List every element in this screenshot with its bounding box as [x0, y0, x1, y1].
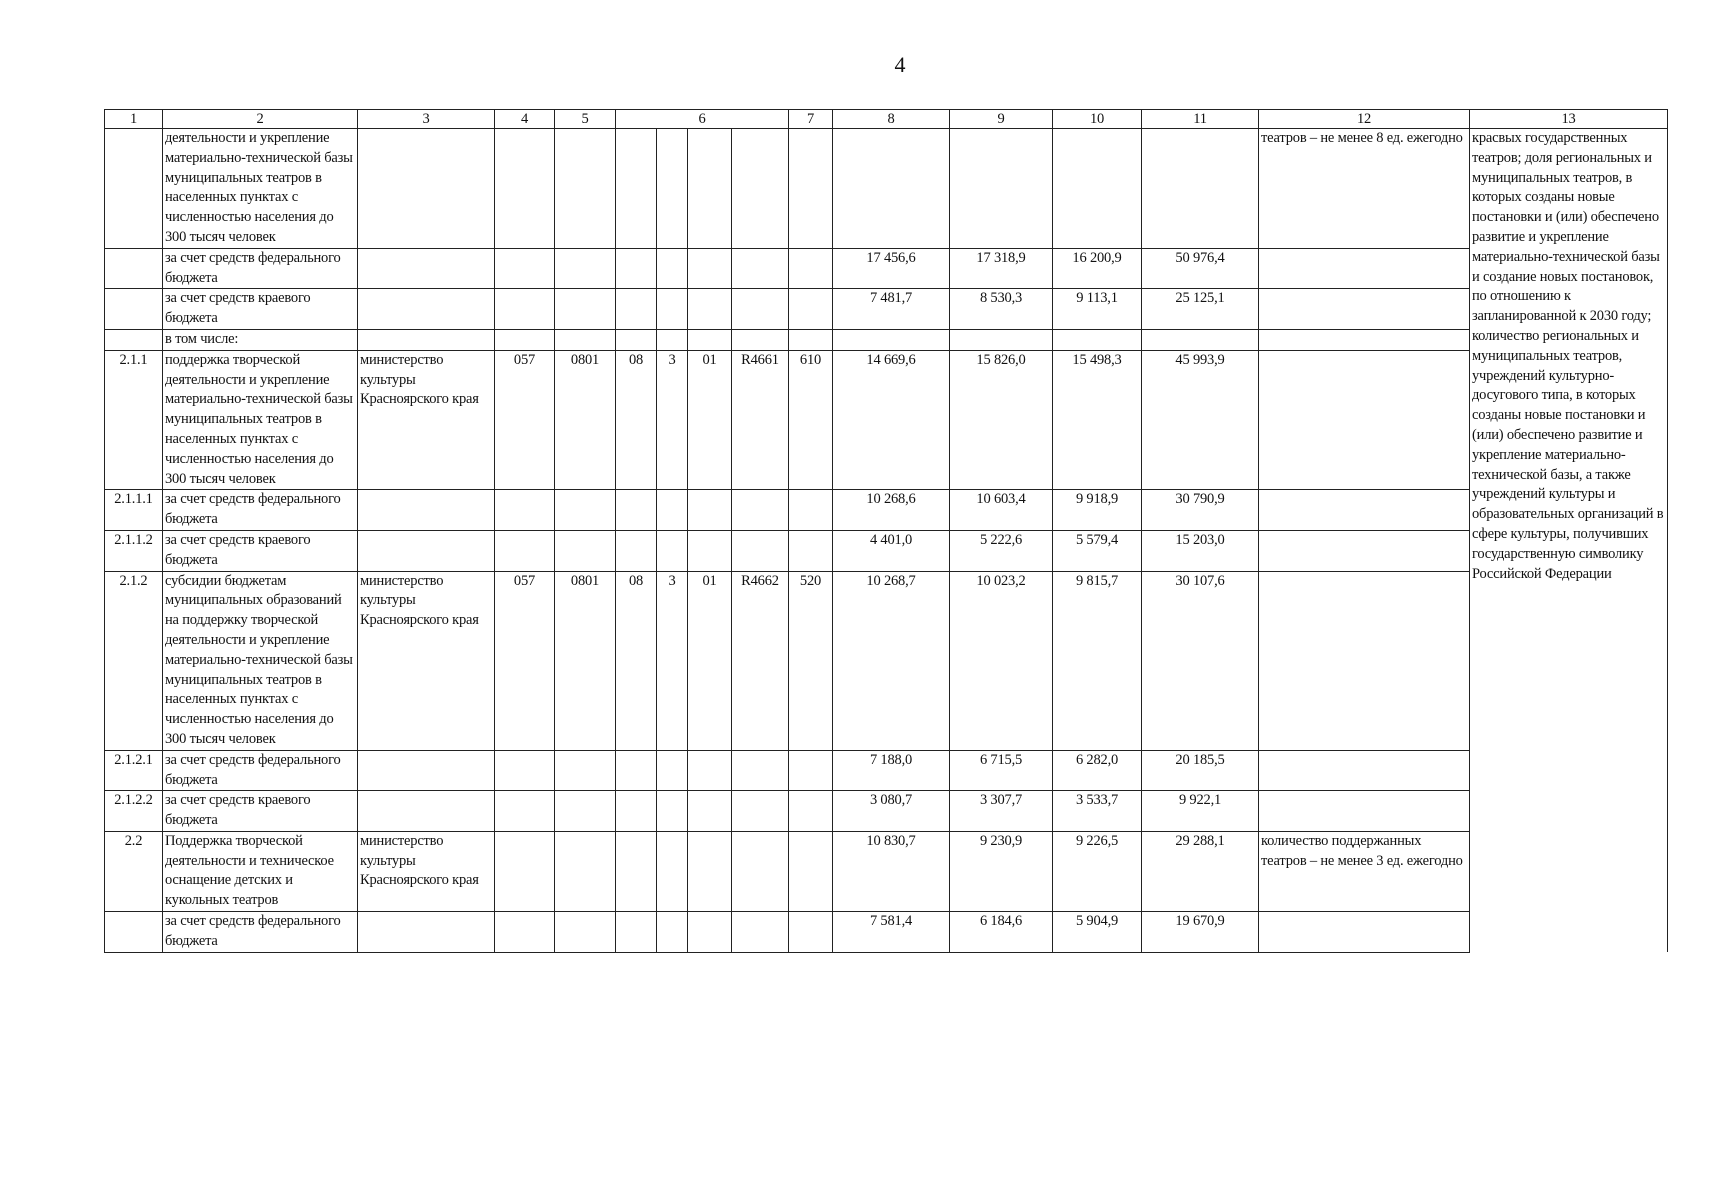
code-grbs-cell: 057	[495, 571, 555, 750]
code-csr-part-cell: 01	[688, 571, 732, 750]
code-grbs-cell: 057	[495, 350, 555, 490]
amount-total-cell: 19 670,9	[1142, 912, 1259, 953]
code-csr-part-cell	[732, 791, 789, 832]
amount-total-cell: 25 125,1	[1142, 289, 1259, 330]
code-csr-part-cell	[616, 329, 657, 350]
amount-year1-cell: 4 401,0	[833, 530, 950, 571]
row-number-cell	[105, 912, 163, 953]
code-csr-part-cell	[688, 831, 732, 911]
code-vr-cell	[789, 750, 833, 791]
code-csr-part-cell	[657, 248, 688, 289]
header-cell: 8	[833, 110, 950, 129]
amount-year1-cell: 17 456,6	[833, 248, 950, 289]
code-csr-part-cell	[657, 831, 688, 911]
row-number-cell: 2.1.1.2	[105, 530, 163, 571]
amount-year1-cell: 10 830,7	[833, 831, 950, 911]
item-name-cell: Поддержка творческой деятельности и техническое оснащение детских и кукольных театров	[163, 831, 358, 911]
amount-total-cell: 20 185,5	[1142, 750, 1259, 791]
code-csr-part-cell: 3	[657, 350, 688, 490]
table-row	[105, 329, 1668, 350]
header-cell: 5	[555, 110, 616, 129]
code-csr-part-cell	[657, 530, 688, 571]
amount-year1-cell: 10 268,7	[833, 571, 950, 750]
amount-total-cell: 30 790,9	[1142, 490, 1259, 531]
amount-total-cell: 9 922,1	[1142, 791, 1259, 832]
amount-year2-cell: 15 826,0	[950, 350, 1053, 490]
amount-total-cell: 29 288,1	[1142, 831, 1259, 911]
expected-result-cell	[1259, 248, 1470, 289]
item-name-cell: за счет средств федерального бюджета	[163, 750, 358, 791]
item-name-cell: за счет средств краевого бюджета	[163, 791, 358, 832]
amount-year2-cell: 10 023,2	[950, 571, 1053, 750]
expected-result-cell	[1259, 791, 1470, 832]
row-number-cell: 2.1.2	[105, 571, 163, 750]
expected-result-cell	[1259, 530, 1470, 571]
code-csr-part-cell	[657, 750, 688, 791]
row-number-cell: 2.1.2.1	[105, 750, 163, 791]
amount-year1-cell: 7 481,7	[833, 289, 950, 330]
amount-year3-cell: 5 579,4	[1053, 530, 1142, 571]
code-rzpr-cell	[555, 831, 616, 911]
code-csr-part-cell	[616, 791, 657, 832]
code-csr-part-cell	[732, 912, 789, 953]
responsible-org-cell	[358, 289, 495, 330]
amount-total-cell	[1142, 129, 1259, 249]
code-rzpr-cell	[555, 791, 616, 832]
code-rzpr-cell	[555, 248, 616, 289]
expected-result-cell	[1259, 490, 1470, 531]
responsible-org-cell	[358, 129, 495, 249]
code-csr-part-cell: 08	[616, 571, 657, 750]
header-cell: 10	[1053, 110, 1142, 129]
code-csr-part-cell	[616, 289, 657, 330]
amount-year1-cell	[833, 329, 950, 350]
expected-result-cell	[1259, 350, 1470, 490]
code-rzpr-cell	[555, 530, 616, 571]
code-grbs-cell	[495, 831, 555, 911]
expected-result-cell: театров – не менее 8 ед. ежегодно	[1259, 129, 1470, 249]
code-csr-part-cell: 08	[616, 350, 657, 490]
responsible-org-cell	[358, 750, 495, 791]
responsible-org-cell	[358, 248, 495, 289]
row-number-cell	[105, 248, 163, 289]
amount-year3-cell: 5 904,9	[1053, 912, 1142, 953]
amount-year3-cell	[1053, 329, 1142, 350]
code-csr-part-cell	[688, 490, 732, 531]
row-number-cell	[105, 129, 163, 249]
page-number: 4	[894, 52, 906, 77]
code-rzpr-cell	[555, 329, 616, 350]
code-csr-part-cell	[616, 750, 657, 791]
code-csr-part-cell	[732, 329, 789, 350]
code-rzpr-cell	[555, 912, 616, 953]
item-name-cell: субсидии бюджетам муниципальных образований на поддержку творческой деятельности и укрепление материально-технической базы муниципальных театров в населенных пунктах с численностью населения до 300 тысяч человек	[163, 571, 358, 750]
code-csr-part-cell	[657, 490, 688, 531]
code-csr-part-cell	[616, 831, 657, 911]
amount-year3-cell: 9 226,5	[1053, 831, 1142, 911]
item-name-cell: деятельности и укрепление материально-технической базы муниципальных театров в населенных пунктах с численностью населения до 300 тысяч человек	[163, 129, 358, 249]
code-grbs-cell	[495, 329, 555, 350]
header-row	[105, 110, 1668, 129]
amount-total-cell: 15 203,0	[1142, 530, 1259, 571]
code-csr-part-cell	[688, 530, 732, 571]
amount-year3-cell: 9 815,7	[1053, 571, 1142, 750]
item-name-cell: за счет средств федерального бюджета	[163, 490, 358, 531]
amount-year3-cell: 16 200,9	[1053, 248, 1142, 289]
table-row	[105, 791, 1668, 832]
code-rzpr-cell	[555, 750, 616, 791]
code-csr-part-cell: R4661	[732, 350, 789, 490]
amount-year1-cell: 3 080,7	[833, 791, 950, 832]
code-grbs-cell	[495, 791, 555, 832]
code-vr-cell	[789, 912, 833, 953]
amount-year2-cell: 6 715,5	[950, 750, 1053, 791]
row-number-cell: 2.1.2.2	[105, 791, 163, 832]
code-grbs-cell	[495, 129, 555, 249]
amount-year2-cell: 9 230,9	[950, 831, 1053, 911]
code-csr-part-cell	[657, 329, 688, 350]
header-cell: 9	[950, 110, 1053, 129]
table-row	[105, 571, 1668, 750]
amount-year3-cell	[1053, 129, 1142, 249]
expected-result-cell	[1259, 750, 1470, 791]
amount-year1-cell: 10 268,6	[833, 490, 950, 531]
amount-total-cell: 45 993,9	[1142, 350, 1259, 490]
code-grbs-cell	[495, 750, 555, 791]
table-row	[105, 248, 1668, 289]
code-grbs-cell	[495, 248, 555, 289]
code-csr-part-cell	[732, 831, 789, 911]
table-row	[105, 530, 1668, 571]
responsible-org-cell: министерство культуры Красноярского края	[358, 831, 495, 911]
code-csr-part-cell	[732, 530, 789, 571]
expected-result-cell	[1259, 912, 1470, 953]
amount-total-cell: 30 107,6	[1142, 571, 1259, 750]
amount-year3-cell: 3 533,7	[1053, 791, 1142, 832]
code-csr-part-cell	[688, 750, 732, 791]
amount-total-cell: 50 976,4	[1142, 248, 1259, 289]
code-rzpr-cell: 0801	[555, 571, 616, 750]
amount-year3-cell: 9 918,9	[1053, 490, 1142, 531]
header-cell: 12	[1259, 110, 1470, 129]
code-csr-part-cell	[732, 289, 789, 330]
responsible-org-cell	[358, 530, 495, 571]
table-row	[105, 289, 1668, 330]
code-csr-part-cell	[657, 289, 688, 330]
code-vr-cell	[789, 530, 833, 571]
code-csr-part-cell	[732, 750, 789, 791]
amount-year2-cell: 10 603,4	[950, 490, 1053, 531]
code-csr-part-cell	[688, 248, 732, 289]
expected-result-cell	[1259, 329, 1470, 350]
responsible-org-cell	[358, 791, 495, 832]
item-name-cell: за счет средств федерального бюджета	[163, 912, 358, 953]
code-rzpr-cell	[555, 289, 616, 330]
row-number-cell: 2.1.1	[105, 350, 163, 490]
code-csr-part-cell	[688, 289, 732, 330]
code-csr-part-cell	[616, 912, 657, 953]
responsible-org-cell: министерство культуры Красноярского края	[358, 350, 495, 490]
code-csr-part-cell	[616, 490, 657, 531]
responsible-org-cell	[358, 490, 495, 531]
table-row	[105, 750, 1668, 791]
amount-total-cell	[1142, 329, 1259, 350]
code-grbs-cell	[495, 530, 555, 571]
amount-year1-cell	[833, 129, 950, 249]
header-cell: 2	[163, 110, 358, 129]
code-csr-part-cell	[657, 912, 688, 953]
amount-year3-cell: 15 498,3	[1053, 350, 1142, 490]
header-cell: 4	[495, 110, 555, 129]
expected-result-cell	[1259, 289, 1470, 330]
responsible-org-cell	[358, 912, 495, 953]
item-name-cell: за счет средств краевого бюджета	[163, 530, 358, 571]
code-csr-part-cell	[688, 912, 732, 953]
code-csr-part-cell	[616, 129, 657, 249]
indicator-cell: красвых государственных театров; доля региональных и муниципальных театров, в которых созданы новые постановки и (или) обеспечено развитие и укрепление материально-технической базы и создание новых постановок, по отношению к запланированной к 2030 году; количество региональных и муниципальных театров, учреждений культурно-досугового типа, в которых созданы новые постановки и (или) обеспечено развитие и укрепление материально-технической базы, а также учреждений культуры и образовательных организаций в сфере культуры, получивших государственную символику Российской Федерации	[1470, 129, 1668, 953]
code-csr-part-cell: 01	[688, 350, 732, 490]
header-cell: 3	[358, 110, 495, 129]
code-vr-cell	[789, 248, 833, 289]
code-rzpr-cell: 0801	[555, 350, 616, 490]
code-csr-part-cell	[688, 791, 732, 832]
code-grbs-cell	[495, 289, 555, 330]
table-row	[105, 912, 1668, 953]
amount-year2-cell: 8 530,3	[950, 289, 1053, 330]
amount-year2-cell	[950, 329, 1053, 350]
code-csr-part-cell	[616, 530, 657, 571]
code-csr-part-cell	[688, 329, 732, 350]
row-number-cell	[105, 329, 163, 350]
row-number-cell	[105, 289, 163, 330]
code-vr-cell	[789, 289, 833, 330]
budget-table	[104, 109, 1668, 953]
code-csr-part-cell	[616, 248, 657, 289]
expected-result-cell: количество поддержанных театров – не менее 3 ед. ежегодно	[1259, 831, 1470, 911]
header-cell: 11	[1142, 110, 1259, 129]
row-number-cell: 2.1.1.1	[105, 490, 163, 531]
code-csr-part-cell	[657, 129, 688, 249]
code-grbs-cell	[495, 490, 555, 531]
row-number-cell: 2.2	[105, 831, 163, 911]
code-vr-cell	[789, 329, 833, 350]
amount-year1-cell: 14 669,6	[833, 350, 950, 490]
amount-year3-cell: 6 282,0	[1053, 750, 1142, 791]
header-cell: 6	[616, 110, 789, 129]
table-row	[105, 350, 1668, 490]
code-rzpr-cell	[555, 129, 616, 249]
code-vr-cell	[789, 831, 833, 911]
responsible-org-cell	[358, 329, 495, 350]
code-vr-cell: 610	[789, 350, 833, 490]
amount-year1-cell: 7 581,4	[833, 912, 950, 953]
code-rzpr-cell	[555, 490, 616, 531]
header-cell: 1	[105, 110, 163, 129]
code-csr-part-cell	[732, 248, 789, 289]
item-name-cell: в том числе:	[163, 329, 358, 350]
amount-year3-cell: 9 113,1	[1053, 289, 1142, 330]
code-csr-part-cell: R4662	[732, 571, 789, 750]
code-csr-part-cell	[657, 791, 688, 832]
code-grbs-cell	[495, 912, 555, 953]
code-vr-cell	[789, 791, 833, 832]
table-row	[105, 831, 1668, 911]
code-csr-part-cell	[688, 129, 732, 249]
code-csr-part-cell: 3	[657, 571, 688, 750]
code-csr-part-cell	[732, 129, 789, 249]
code-vr-cell	[789, 129, 833, 249]
expected-result-cell	[1259, 571, 1470, 750]
header-cell: 7	[789, 110, 833, 129]
code-vr-cell: 520	[789, 571, 833, 750]
item-name-cell: за счет средств федерального бюджета	[163, 248, 358, 289]
item-name-cell: поддержка творческой деятельности и укрепление материально-технической базы муниципальных театров в населенных пунктах с численностью населения до 300 тысяч человек	[163, 350, 358, 490]
amount-year2-cell	[950, 129, 1053, 249]
table-row	[105, 490, 1668, 531]
amount-year2-cell: 6 184,6	[950, 912, 1053, 953]
amount-year2-cell: 5 222,6	[950, 530, 1053, 571]
code-csr-part-cell	[732, 490, 789, 531]
amount-year2-cell: 3 307,7	[950, 791, 1053, 832]
responsible-org-cell: министерство культуры Красноярского края	[358, 571, 495, 750]
amount-year1-cell: 7 188,0	[833, 750, 950, 791]
table-row	[105, 129, 1668, 249]
item-name-cell: за счет средств краевого бюджета	[163, 289, 358, 330]
code-vr-cell	[789, 490, 833, 531]
header-cell: 13	[1470, 110, 1668, 129]
amount-year2-cell: 17 318,9	[950, 248, 1053, 289]
